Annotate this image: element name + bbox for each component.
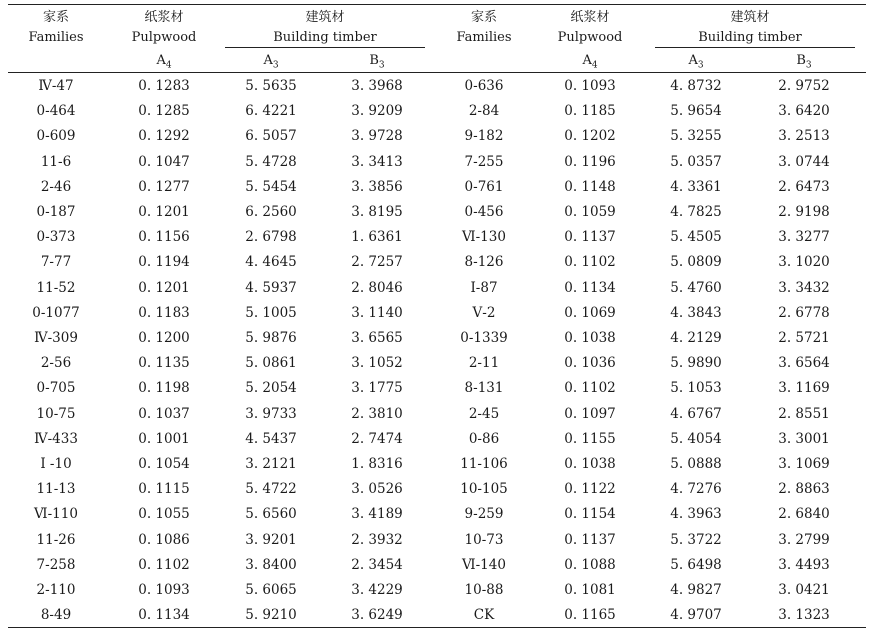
left-family-cell: 7-77 bbox=[40, 254, 72, 271]
right-timber-b3-cell: 2. 8551 bbox=[778, 405, 830, 422]
left-pulpwood-a4-cell: 0. 1285 bbox=[138, 103, 190, 120]
unit-a4-right: $A_4$ bbox=[582, 53, 598, 71]
right-timber-a3-cell: 4. 9827 bbox=[670, 582, 722, 598]
left-family-cell: 11-6 bbox=[40, 153, 72, 170]
left-family-cell: 2-56 bbox=[40, 355, 72, 372]
left-timber-b3-cell: 3. 9728 bbox=[351, 128, 403, 145]
right-family-cell: 11-106 bbox=[460, 456, 508, 472]
right-timber-a3-cell: 5. 6498 bbox=[670, 556, 722, 573]
left-timber-a3-cell: 5. 6065 bbox=[245, 582, 297, 598]
left-timber-a3-cell: 5. 5454 bbox=[245, 178, 297, 195]
left-pulpwood-a4-cell: 0. 1102 bbox=[138, 556, 190, 573]
right-pulpwood-a4-cell: 0. 1093 bbox=[564, 78, 616, 94]
left-pulpwood-a4-cell: 0. 1201 bbox=[138, 204, 190, 220]
left-timber-b3-cell: 1. 6361 bbox=[351, 229, 403, 246]
left-family-cell: 0-373 bbox=[36, 229, 76, 246]
right-family-cell: 0-86 bbox=[468, 430, 500, 447]
right-timber-b3-cell: 3. 3001 bbox=[778, 430, 830, 447]
left-timber-b3-cell: 3. 3968 bbox=[351, 78, 403, 94]
right-family-cell: 2-45 bbox=[468, 405, 500, 422]
left-timber-b3-cell: 2. 3454 bbox=[351, 556, 403, 573]
left-pulpwood-a4-cell: 0. 1194 bbox=[138, 254, 190, 271]
right-timber-b3-cell: 3. 1323 bbox=[778, 607, 830, 624]
timber-en-left: Building timber bbox=[273, 30, 377, 45]
right-pulpwood-a4-cell: 0. 1155 bbox=[564, 430, 616, 447]
left-family-cell: 11-52 bbox=[36, 279, 76, 296]
left-family-cell: 2-110 bbox=[36, 582, 76, 598]
left-family-cell: 11-13 bbox=[36, 481, 76, 498]
right-family-cell: 2-11 bbox=[468, 355, 500, 372]
right-pulpwood-a4-cell: 0. 1196 bbox=[564, 153, 616, 170]
left-family-cell: 2-46 bbox=[40, 178, 72, 195]
right-timber-b3-cell: 3. 3432 bbox=[778, 279, 830, 296]
right-family-cell: 8-131 bbox=[464, 380, 504, 397]
left-family-cell: Ⅵ-110 bbox=[34, 506, 78, 523]
left-pulpwood-a4-cell: 0. 1277 bbox=[138, 178, 190, 195]
right-pulpwood-a4-cell: 0. 1154 bbox=[564, 506, 616, 523]
left-pulpwood-a4-cell: 0. 1037 bbox=[138, 405, 190, 422]
right-family-cell: Ⅵ-130 bbox=[462, 229, 506, 246]
right-family-cell: 7-255 bbox=[464, 153, 504, 170]
left-pulpwood-a4-cell: 0. 1054 bbox=[138, 456, 190, 472]
right-timber-a3-cell: 5. 1053 bbox=[670, 380, 722, 397]
left-family-cell: 8-49 bbox=[40, 607, 72, 624]
unit-b3-right: $B_3$ bbox=[796, 53, 812, 71]
right-timber-a3-cell: 5. 9890 bbox=[670, 355, 722, 372]
right-pulpwood-a4-cell: 0. 1102 bbox=[564, 380, 616, 397]
left-pulpwood-a4-cell: 0. 1086 bbox=[138, 531, 190, 548]
left-pulpwood-a4-cell: 0. 1283 bbox=[138, 78, 190, 94]
left-timber-b3-cell: 2. 7257 bbox=[351, 254, 403, 271]
left-pulpwood-a4-cell: 0. 1055 bbox=[138, 506, 190, 523]
right-timber-a3-cell: 4. 3963 bbox=[670, 506, 722, 523]
left-timber-b3-cell: 2. 3810 bbox=[351, 405, 403, 422]
timber-zh-right: 建筑材 bbox=[730, 10, 770, 25]
right-pulpwood-a4-cell: 0. 1097 bbox=[564, 405, 616, 422]
right-pulpwood-a4-cell: 0. 1148 bbox=[564, 178, 616, 195]
left-timber-a3-cell: 5. 4728 bbox=[245, 153, 297, 170]
left-timber-a3-cell: 3. 9733 bbox=[245, 405, 297, 422]
right-timber-b3-cell: 2. 6473 bbox=[778, 178, 830, 195]
right-timber-a3-cell: 5. 4760 bbox=[670, 279, 722, 296]
left-pulpwood-a4-cell: 0. 1200 bbox=[138, 330, 190, 346]
left-family-cell: 10-75 bbox=[36, 405, 76, 422]
right-family-cell: 10-73 bbox=[464, 531, 504, 548]
right-timber-a3-cell: 5. 9654 bbox=[670, 103, 722, 120]
right-timber-a3-cell: 4. 7276 bbox=[670, 481, 722, 498]
right-pulpwood-a4-cell: 0. 1137 bbox=[564, 531, 616, 548]
right-timber-a3-cell: 5. 0888 bbox=[670, 456, 722, 472]
left-pulpwood-a4-cell: 0. 1292 bbox=[138, 128, 190, 145]
left-timber-a3-cell: 5. 6560 bbox=[245, 506, 297, 523]
right-timber-b3-cell: 3. 1020 bbox=[778, 254, 830, 271]
right-family-cell: 9-182 bbox=[464, 128, 504, 145]
left-timber-b3-cell: 3. 0526 bbox=[351, 481, 403, 498]
left-timber-b3-cell: 3. 3413 bbox=[351, 153, 403, 170]
right-timber-b3-cell: 3. 3277 bbox=[778, 229, 830, 246]
right-pulpwood-a4-cell: 0. 1038 bbox=[564, 330, 616, 346]
right-pulpwood-a4-cell: 0. 1069 bbox=[564, 304, 616, 321]
left-timber-a3-cell: 5. 1005 bbox=[245, 304, 297, 321]
right-family-cell: 9-259 bbox=[464, 506, 504, 523]
left-family-cell: 0-1077 bbox=[32, 304, 80, 321]
left-timber-a3-cell: 2. 6798 bbox=[245, 229, 297, 246]
left-timber-a3-cell: 5. 5635 bbox=[245, 78, 297, 94]
right-timber-b3-cell: 3. 2513 bbox=[778, 128, 830, 145]
left-timber-b3-cell: 3. 8195 bbox=[351, 204, 403, 220]
right-family-cell: 0-1339 bbox=[460, 330, 508, 346]
left-timber-b3-cell: 3. 1775 bbox=[351, 380, 403, 397]
right-timber-b3-cell: 2. 9752 bbox=[778, 78, 830, 94]
left-timber-a3-cell: 3. 2121 bbox=[245, 456, 297, 472]
left-pulpwood-a4-cell: 0. 1134 bbox=[138, 607, 190, 624]
bottom-rule bbox=[8, 627, 866, 628]
right-family-cell: CK bbox=[473, 607, 495, 624]
timber-subrule-left bbox=[225, 47, 425, 48]
pulpwood-en-right: Pulpwood bbox=[557, 30, 623, 45]
pulpwood-zh-left: 纸浆材 bbox=[144, 10, 184, 25]
right-family-cell: 2-84 bbox=[468, 103, 500, 120]
right-family-cell: 10-88 bbox=[464, 582, 504, 598]
right-pulpwood-a4-cell: 0. 1185 bbox=[564, 103, 616, 120]
left-timber-b3-cell: 3. 1052 bbox=[351, 355, 403, 372]
right-timber-b3-cell: 2. 5721 bbox=[778, 330, 830, 346]
left-timber-b3-cell: 1. 8316 bbox=[351, 456, 403, 472]
right-pulpwood-a4-cell: 0. 1122 bbox=[564, 481, 616, 498]
right-timber-a3-cell: 4. 3361 bbox=[670, 178, 722, 195]
right-timber-a3-cell: 4. 8732 bbox=[670, 78, 722, 94]
left-timber-a3-cell: 6. 5057 bbox=[245, 128, 297, 145]
left-pulpwood-a4-cell: 0. 1001 bbox=[138, 430, 190, 447]
left-timber-b3-cell: 3. 6565 bbox=[351, 330, 403, 346]
right-timber-a3-cell: 4. 3843 bbox=[670, 304, 722, 321]
right-family-cell: Ⅵ-140 bbox=[462, 556, 506, 573]
right-family-cell: Ⅰ-87 bbox=[470, 279, 498, 296]
right-timber-b3-cell: 3. 6420 bbox=[778, 103, 830, 120]
left-pulpwood-a4-cell: 0. 1135 bbox=[138, 355, 190, 372]
right-timber-a3-cell: 5. 0809 bbox=[670, 254, 722, 271]
right-timber-a3-cell: 5. 3255 bbox=[670, 128, 722, 145]
right-timber-b3-cell: 2. 6778 bbox=[778, 304, 830, 321]
right-pulpwood-a4-cell: 0. 1059 bbox=[564, 204, 616, 220]
right-timber-a3-cell: 5. 3722 bbox=[670, 531, 722, 548]
right-timber-b3-cell: 3. 2799 bbox=[778, 531, 830, 548]
header-rule bbox=[8, 72, 866, 73]
left-timber-a3-cell: 6. 2560 bbox=[245, 204, 297, 220]
right-timber-b3-cell: 3. 0744 bbox=[778, 153, 830, 170]
left-timber-a3-cell: 4. 5437 bbox=[245, 430, 297, 447]
left-timber-b3-cell: 2. 3932 bbox=[351, 531, 403, 548]
left-family-cell: Ⅳ-309 bbox=[34, 330, 78, 346]
right-timber-a3-cell: 4. 7825 bbox=[670, 204, 722, 220]
left-family-cell: 0-464 bbox=[36, 103, 76, 120]
right-timber-b3-cell: 2. 8863 bbox=[778, 481, 830, 498]
left-timber-b3-cell: 3. 6249 bbox=[351, 607, 403, 624]
right-timber-a3-cell: 4. 6767 bbox=[670, 405, 722, 422]
left-timber-b3-cell: 3. 3856 bbox=[351, 178, 403, 195]
families-en-right: Families bbox=[456, 30, 512, 45]
left-family-cell: 7-258 bbox=[36, 556, 76, 573]
left-timber-b3-cell: 3. 1140 bbox=[351, 304, 403, 321]
right-timber-b3-cell: 3. 6564 bbox=[778, 355, 830, 372]
left-timber-a3-cell: 3. 9201 bbox=[245, 531, 297, 548]
right-pulpwood-a4-cell: 0. 1038 bbox=[564, 456, 616, 472]
pulpwood-en-left: Pulpwood bbox=[131, 30, 197, 45]
right-family-cell: 10-105 bbox=[460, 481, 508, 498]
left-pulpwood-a4-cell: 0. 1201 bbox=[138, 279, 190, 296]
families-en-left: Families bbox=[28, 30, 84, 45]
pulpwood-zh-right: 纸浆材 bbox=[570, 10, 610, 25]
right-timber-a3-cell: 5. 0357 bbox=[670, 153, 722, 170]
right-timber-b3-cell: 2. 6840 bbox=[778, 506, 830, 523]
left-pulpwood-a4-cell: 0. 1093 bbox=[138, 582, 190, 598]
left-family-cell: Ⅳ-47 bbox=[38, 78, 74, 94]
right-family-cell: 0-636 bbox=[464, 78, 504, 94]
left-pulpwood-a4-cell: 0. 1115 bbox=[138, 481, 190, 498]
right-timber-a3-cell: 4. 9707 bbox=[670, 607, 722, 624]
timber-en-right: Building timber bbox=[698, 30, 802, 45]
right-timber-b3-cell: 3. 1069 bbox=[778, 456, 830, 472]
right-timber-b3-cell: 2. 9198 bbox=[778, 204, 830, 220]
left-timber-b3-cell: 2. 8046 bbox=[351, 279, 403, 296]
families-zh-left: 家系 bbox=[42, 10, 70, 25]
left-timber-b3-cell: 3. 4189 bbox=[351, 506, 403, 523]
right-family-cell: Ⅴ-2 bbox=[472, 304, 496, 321]
right-pulpwood-a4-cell: 0. 1036 bbox=[564, 355, 616, 372]
left-timber-b3-cell: 3. 4229 bbox=[351, 582, 403, 598]
left-timber-a3-cell: 5. 4722 bbox=[245, 481, 297, 498]
right-pulpwood-a4-cell: 0. 1102 bbox=[564, 254, 616, 271]
right-timber-a3-cell: 5. 4505 bbox=[670, 229, 722, 246]
right-pulpwood-a4-cell: 0. 1088 bbox=[564, 556, 616, 573]
left-pulpwood-a4-cell: 0. 1156 bbox=[138, 229, 190, 246]
right-family-cell: 8-126 bbox=[464, 254, 504, 271]
right-pulpwood-a4-cell: 0. 1202 bbox=[564, 128, 616, 145]
timber-zh-left: 建筑材 bbox=[305, 10, 345, 25]
unit-a3-right: $A_3$ bbox=[688, 53, 704, 71]
timber-subrule-right bbox=[655, 47, 855, 48]
left-timber-a3-cell: 5. 0861 bbox=[245, 355, 297, 372]
right-timber-a3-cell: 4. 2129 bbox=[670, 330, 722, 346]
left-timber-a3-cell: 4. 4645 bbox=[245, 254, 297, 271]
right-timber-b3-cell: 3. 1169 bbox=[778, 380, 830, 397]
left-family-cell: Ⅰ -10 bbox=[40, 456, 72, 472]
right-family-cell: 0-761 bbox=[464, 178, 504, 195]
right-timber-b3-cell: 3. 4493 bbox=[778, 556, 830, 573]
unit-a4-left: $A_4$ bbox=[156, 53, 172, 71]
right-pulpwood-a4-cell: 0. 1137 bbox=[564, 229, 616, 246]
right-timber-b3-cell: 3. 0421 bbox=[778, 582, 830, 598]
right-family-cell: 0-456 bbox=[464, 204, 504, 220]
left-timber-b3-cell: 3. 9209 bbox=[351, 103, 403, 120]
left-family-cell: Ⅳ-433 bbox=[34, 430, 78, 447]
left-pulpwood-a4-cell: 0. 1183 bbox=[138, 304, 190, 321]
unit-b3-left: $B_3$ bbox=[369, 53, 385, 71]
left-pulpwood-a4-cell: 0. 1198 bbox=[138, 380, 190, 397]
unit-a3-left: $A_3$ bbox=[263, 53, 279, 71]
left-family-cell: 0-609 bbox=[36, 128, 76, 145]
left-family-cell: 0-705 bbox=[36, 380, 76, 397]
top-rule bbox=[8, 4, 866, 5]
right-timber-a3-cell: 5. 4054 bbox=[670, 430, 722, 447]
left-timber-a3-cell: 4. 5937 bbox=[245, 279, 297, 296]
left-pulpwood-a4-cell: 0. 1047 bbox=[138, 153, 190, 170]
left-timber-a3-cell: 5. 9876 bbox=[245, 330, 297, 346]
left-timber-b3-cell: 2. 7474 bbox=[351, 430, 403, 447]
right-pulpwood-a4-cell: 0. 1134 bbox=[564, 279, 616, 296]
left-family-cell: 0-187 bbox=[36, 204, 76, 220]
left-timber-a3-cell: 5. 9210 bbox=[245, 607, 297, 624]
left-timber-a3-cell: 3. 8400 bbox=[245, 556, 297, 573]
families-zh-right: 家系 bbox=[470, 10, 498, 25]
right-pulpwood-a4-cell: 0. 1081 bbox=[564, 582, 616, 598]
left-timber-a3-cell: 5. 2054 bbox=[245, 380, 297, 397]
left-timber-a3-cell: 6. 4221 bbox=[245, 103, 297, 120]
right-pulpwood-a4-cell: 0. 1165 bbox=[564, 607, 616, 624]
left-family-cell: 11-26 bbox=[36, 531, 76, 548]
